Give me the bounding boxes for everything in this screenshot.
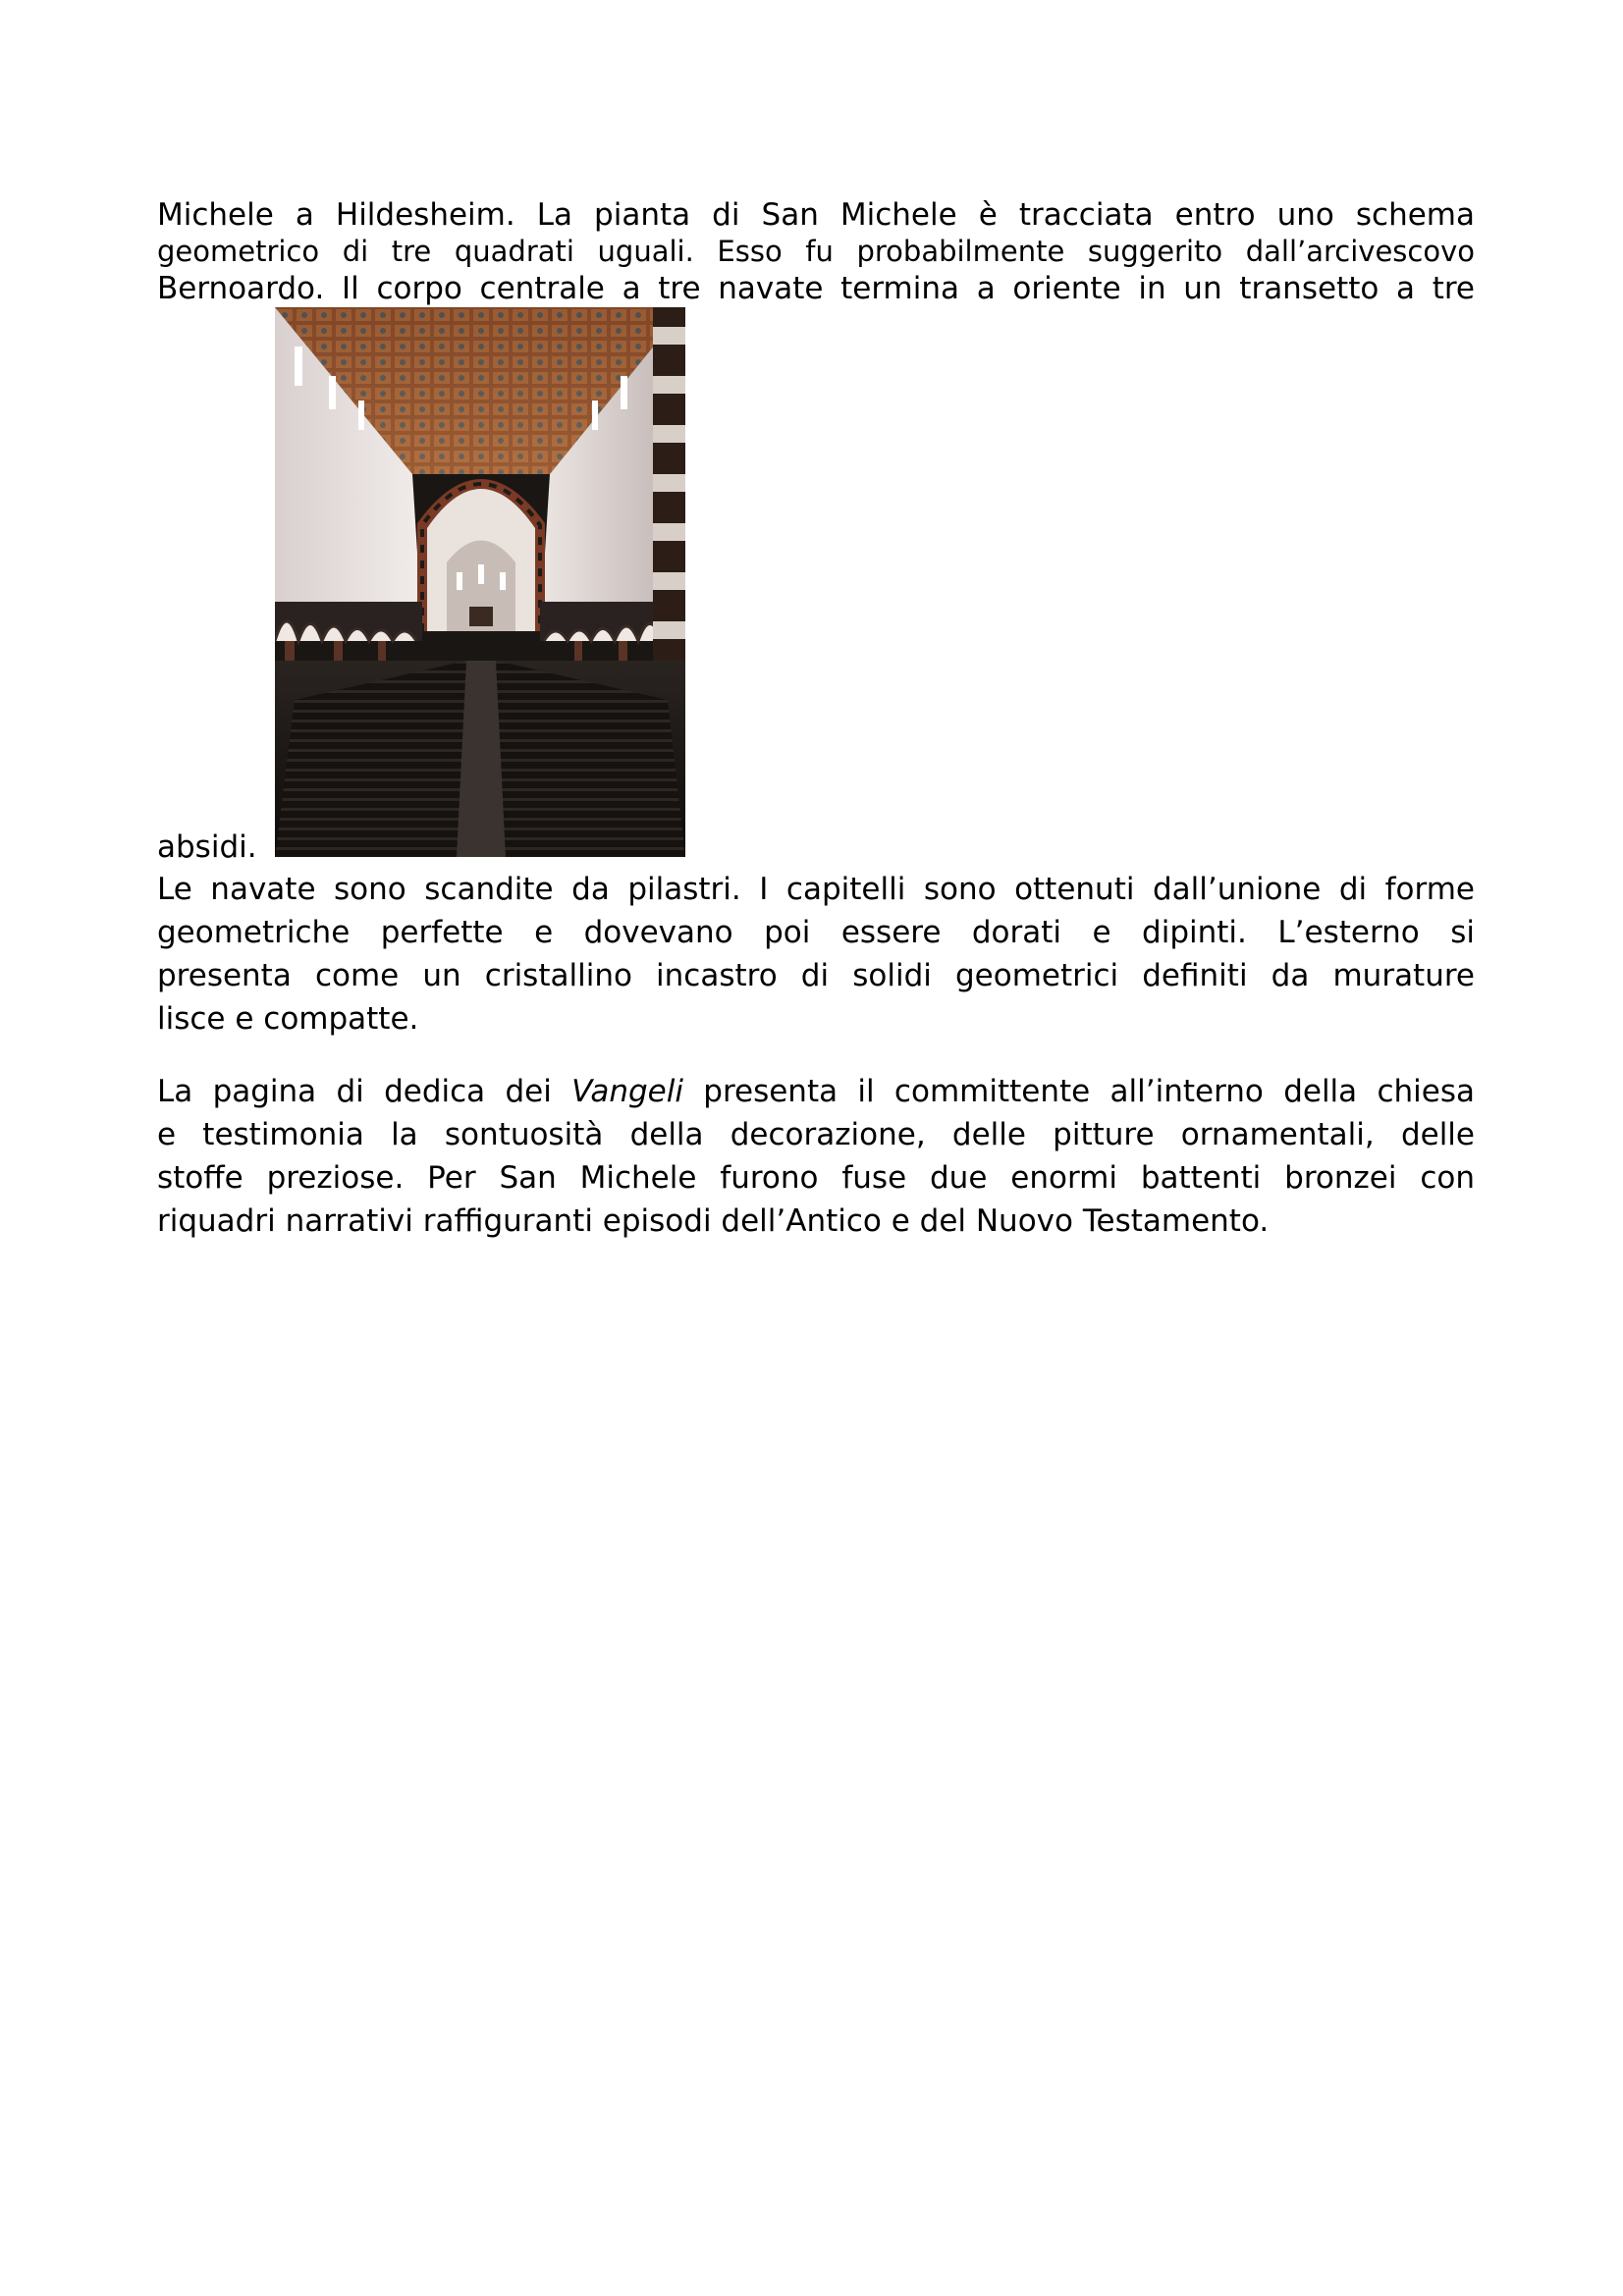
text-line: Bernoardo. Il corpo centrale a tre navate termina a oriente in un transetto a tre xyxy=(157,271,1475,306)
text-line: geometriche perfette e dovevano poi essere dorati e dipinti. L’esterno si xyxy=(157,915,1475,950)
text-line: absidi. xyxy=(157,829,257,865)
figure-row xyxy=(157,307,1475,865)
italic-title: Vangeli xyxy=(571,1074,683,1109)
text-line: presenta come un cristallino incastro di solidi geometrici definiti da murature xyxy=(157,958,1475,993)
church-interior-image xyxy=(275,307,685,857)
text-line: e testimonia la sontuosità della decorazione, delle pitture ornamentali, delle xyxy=(157,1117,1475,1152)
text-line: lisce e compatte. xyxy=(157,1001,419,1037)
text-line: Le navate sono scandite da pilastri. I capitelli sono ottenuti dall’unione di forme xyxy=(157,872,1475,907)
text-line: stoffe preziose. Per San Michele furono fuse due enormi battenti bronzei con xyxy=(157,1160,1475,1196)
text-segment: La pagina di dedica dei xyxy=(157,1074,572,1109)
text-line: Michele a Hildesheim. La pianta di San Michele è tracciata entro uno schema xyxy=(157,197,1475,233)
paragraph-3 xyxy=(157,1070,1475,1243)
text-segment: presenta il committente all’interno della chiesa xyxy=(682,1074,1475,1109)
text-line: riquadri narrativi raffiguranti episodi dell’Antico e del Nuovo Testamento. xyxy=(157,1203,1270,1239)
paragraph-2 xyxy=(157,868,1475,1041)
text-line: geometrico di tre quadrati uguali. Esso fu probabilmente suggerito dall’arcivescovo xyxy=(157,235,1475,268)
paragraph-1 xyxy=(157,196,1475,307)
text-line xyxy=(157,1070,1475,1113)
document-page xyxy=(157,196,1475,1243)
